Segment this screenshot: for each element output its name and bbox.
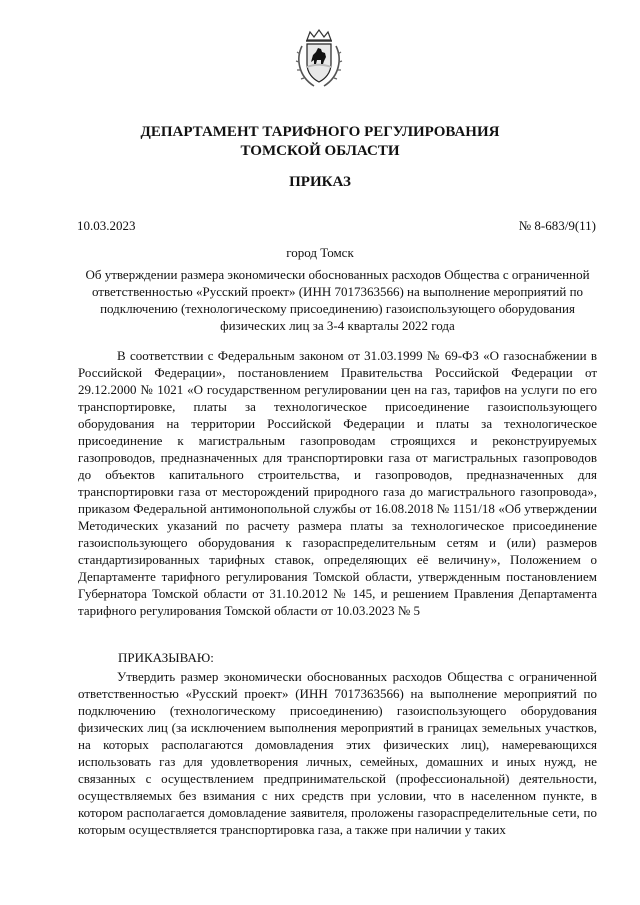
document-subject: Об утверждении размера экономически обоснованных расходов Общества с ограниченной ответственностью «Русский проект» (ИНН 7017363566) на выполнение мероприятий по подключению (технологическому присоединению) газоиспользующего оборудования физических лиц за 3-4 кварталы 2022 года <box>85 267 590 333</box>
department-name-line1: ДЕПАРТАМЕНТ ТАРИФНОГО РЕГУЛИРОВАНИЯ <box>140 124 500 140</box>
order-item-1: Утвердить размер экономически обоснованных расходов Общества с ограниченной ответственностью «Русский проект» (ИНН 7017363566) на выполнение мероприятий по подключению (технологическому присоединению) газоиспользующего оборудования физических лиц (за исключением выполнения мероприятий в границах земельных участков, на которых располагаются домовладения этих физических лиц), намеревающихся использовать газ для удовлетворения личных, семейных, домашних и иных нужд, не связанных с осуществлением предпринимательской (профессиональной) деятельности, осуществляемых без взимания с них средств при условии, что в населенном пункте, в котором располагается домовладение заявителя, проложены газораспределительные сети, по которым осуществляется транспортировка газа, а также при наличии у таких <box>78 669 597 837</box>
coat-of-arms-icon <box>294 28 344 90</box>
document-city: город Томск <box>286 245 354 260</box>
order-items-section <box>78 668 597 838</box>
preamble-section <box>78 347 597 619</box>
order-word: ПРИКАЗЫВАЮ: <box>118 650 214 665</box>
document-number: № 8-683/9(11) <box>518 218 596 233</box>
document-date: 10.03.2023 <box>77 218 136 233</box>
department-name-line2: ТОМСКОЙ ОБЛАСТИ <box>240 143 400 159</box>
preamble-paragraph: В соответствии с Федеральным законом от 31.03.1999 № 69-ФЗ «О газоснабжении в Российской Федерации», постановлением Правительства Российской Федерации от 29.12.2000 № 1021 «О государственном регулировании цен на газ, тарифов на услуги по его транспортировке, платы за технологическое присоединение газоиспользующего оборудования на территории Российской Федерации и платы за технологическое присоединение к магистральным газопроводам строящихся и реконструируемых газопроводов, предназначенных для транспортировки газа от магистральных газопроводов до объектов капитального строительства, и газопроводов, предназначенных для транспортировки газа от месторождений природного газа до магистрального газопровода», приказом Федеральной антимонопольной службы от 16.08.2018 № 1151/18 «Об утверждении Методических указаний по расчету размера платы за технологическое присоединение газоиспользующего оборудования к газораспределительным сетям и (или) размеров стандартизированных тарифных ставок, определяющих её величину», Положением о Департаменте тарифного регулирования Томской области, утвержденным постановлением Губернатора Томской области от 31.10.2012 № 145, и решением Правления Департамента тарифного регулирования Томской области от 10.03.2023 № 5 <box>78 348 597 618</box>
document-type-title: ПРИКАЗ <box>289 174 351 190</box>
